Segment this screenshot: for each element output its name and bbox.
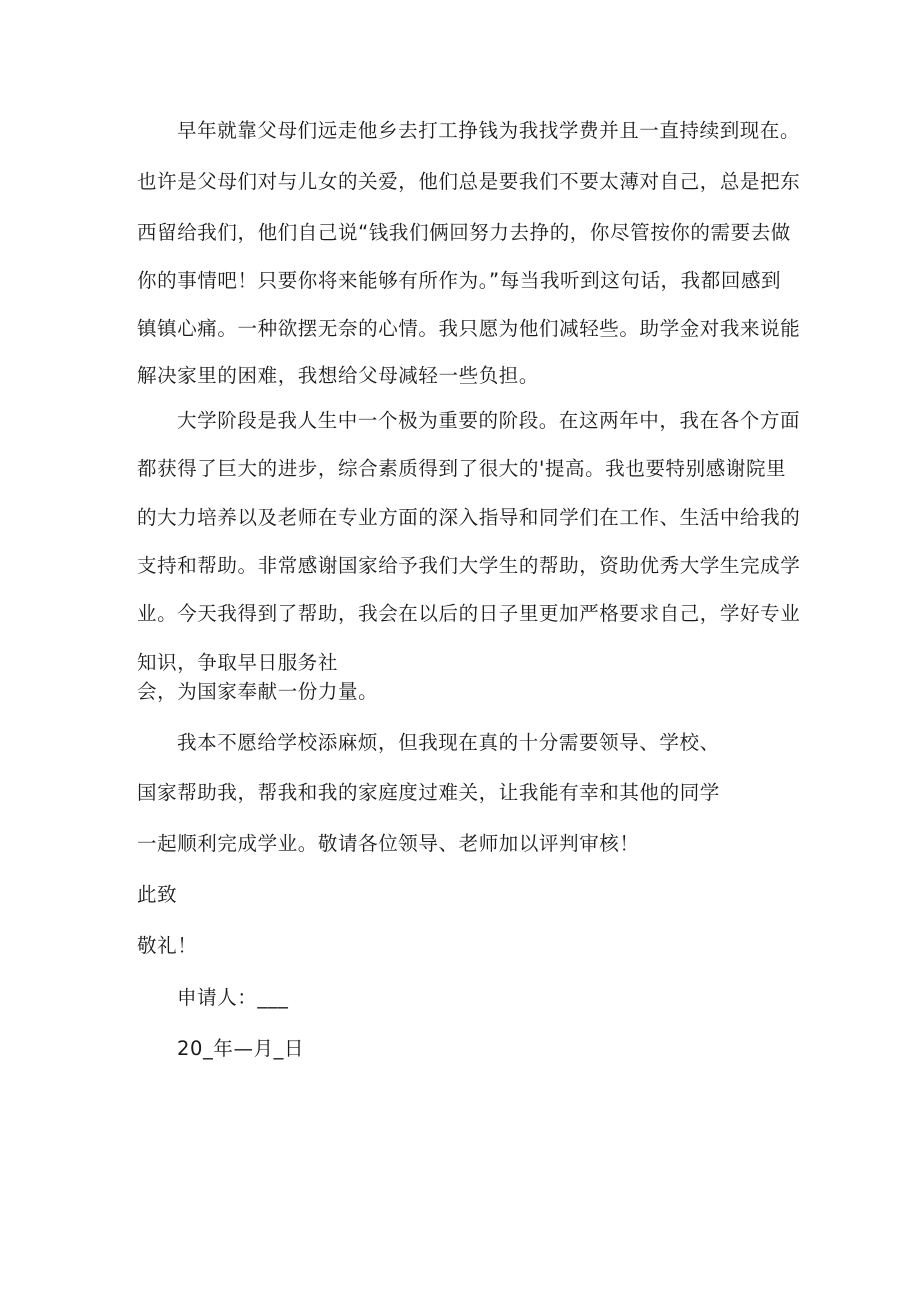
salutation-line-1: 此致 — [137, 883, 178, 906]
application-date: 20_年—月_日 — [177, 1037, 305, 1060]
paragraph-university-line-2: 都获得了巨大的进步，综合素质得到了很大的'提高。我也要特别感谢院里 — [137, 457, 787, 480]
paragraph-parents-line-6: 解决家里的困难，我想给父母减轻一些负担。 — [137, 364, 540, 387]
paragraph-parents-line-3: 西留给我们，他们自己说“钱我们俩回努力去挣的，你尽管按你的需要去做 — [137, 221, 791, 244]
salutation-line-2: 敬礼！ — [137, 934, 198, 957]
paragraph-parents-line-5: 镇镇心痛。一种欲摆无奈的心情。我只愿为他们减轻些。助学金对我来说能 — [137, 317, 801, 340]
paragraph-parents-line-4: 你的事情吧！只要你将来能够有所作为。”每当我听到这句话，我都回感到 — [137, 269, 782, 292]
paragraph-university-line-1: 大学阶段是我人生中一个极为重要的阶段。在这两年中，我在各个方面 — [177, 409, 801, 432]
paragraph-parents-line-1: 早年就靠父母们远走他乡去打工挣钱为我找学费并且一直持续到现在。 — [177, 119, 801, 142]
paragraph-request-line-3: 一起顺利完成学业。敬请各位领导、老师加以评判审核！ — [137, 832, 640, 855]
paragraph-university-line-7: 会，为国家奉献一份力量。 — [137, 680, 379, 703]
paragraph-request-line-1: 我本不愿给学校添麻烦，但我现在真的十分需要领导、学校、 — [177, 731, 720, 754]
paragraph-university-line-3: 的大力培养以及老师在专业方面的深入指导和同学们在工作、生活中给我的 — [137, 506, 801, 529]
paragraph-request-line-2: 国家帮助我，帮我和我的家庭度过难关，让我能有幸和其他的同学 — [137, 781, 720, 804]
paragraph-university-line-5: 业。今天我得到了帮助，我会在以后的日子里更加严格要求自己，学好专业 — [137, 602, 801, 625]
paragraph-parents-line-2: 也许是父母们对与儿女的关爱，他们总是要我们不要太薄对自己，总是把东 — [137, 170, 801, 193]
paragraph-university-line-4: 支持和帮助。非常感谢国家给予我们大学生的帮助，资助优秀大学生完成学 — [137, 554, 801, 577]
applicant-signature-line: 申请人：___ — [177, 986, 289, 1009]
paragraph-university-line-6: 知识，争取早日服务社 — [137, 651, 339, 674]
